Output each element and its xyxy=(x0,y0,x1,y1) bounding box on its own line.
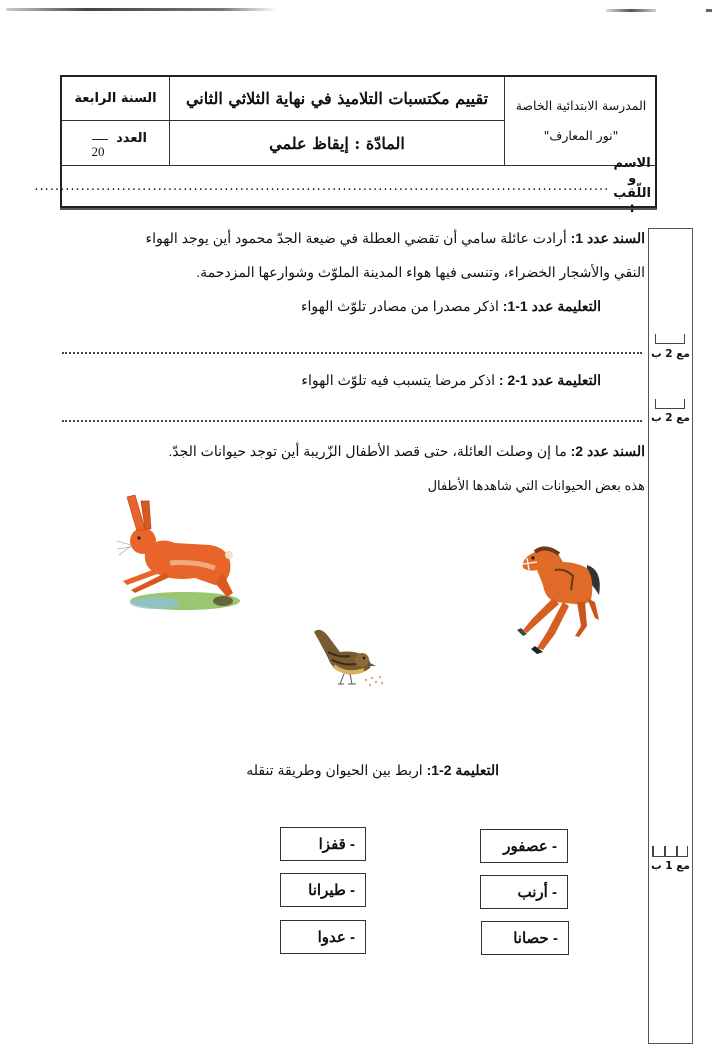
grade-mark: مع 1 ب xyxy=(651,860,690,872)
scan-edge-line xyxy=(606,9,656,12)
school-name xyxy=(505,77,657,165)
document-2-label: السند عدد 2: xyxy=(570,443,645,459)
grade-mark: مع 2 ب xyxy=(651,348,690,360)
answer-line-1-1[interactable] xyxy=(62,352,642,354)
scan-edge-line xyxy=(6,8,276,11)
header-table xyxy=(34,75,657,216)
subject-title: المادّة : إيقاظ علمي xyxy=(269,133,405,153)
instruction-1-2: التعليمة عدد 1-2 : اذكر مرضا يتسبب فيه تلوّث الهواء xyxy=(301,372,601,388)
document-1-line2: النقي والأشجار الخضراء، وتنسى فيها هواء المدينة الملوّث وشوارعها المزدحمة. xyxy=(196,264,645,280)
match-animal-sparrow[interactable]: - عصفور xyxy=(480,829,568,863)
name-blank[interactable]: ................................................................................................................ xyxy=(34,178,610,194)
score-label: العدد xyxy=(116,131,147,146)
score-cell xyxy=(62,121,169,165)
match-movement-running[interactable]: - عدوا xyxy=(280,920,366,954)
fraction-bar xyxy=(92,139,108,140)
answer-line-1-2[interactable] xyxy=(62,420,642,422)
student-name-field[interactable] xyxy=(34,156,657,216)
horse-illustration xyxy=(515,540,605,660)
grading-margin-column xyxy=(648,228,693,1044)
instruction-2-1: التعليمة 2-1: اربط بين الحيوان وطريقة تنقله xyxy=(246,762,499,778)
grade-box-bracket xyxy=(652,847,688,857)
document-1-line1: السند عدد 1: أرادت عائلة سامي أن تقضي العطلة في ضيعة الجدّ محمود أين يوجد الهواء xyxy=(145,230,645,246)
score-fraction xyxy=(88,139,108,160)
document-1-label: السند عدد 1: xyxy=(570,230,645,246)
grade-box-bracket xyxy=(655,399,685,409)
instruction-1-1-label: التعليمة عدد 1-1: xyxy=(502,298,601,314)
grade-level: السنة الرابعة xyxy=(74,91,157,106)
instruction-2-1-label: التعليمة 2-1: xyxy=(426,762,499,778)
sparrow-illustration xyxy=(310,622,390,692)
match-animal-rabbit[interactable]: - أرنب xyxy=(480,875,568,909)
match-movement-flying[interactable]: - طيرانا xyxy=(280,873,366,907)
match-movement-jumping[interactable]: - قفزا xyxy=(280,827,366,861)
grade-box-bracket xyxy=(655,334,685,344)
instruction-1-1: التعليمة عدد 1-1: اذكر مصدرا من مصادر تلوّث الهواء xyxy=(300,298,601,314)
instruction-1-2-label: التعليمة عدد 1-2 : xyxy=(498,372,601,388)
document-2-line1: السند عدد 2: ما إن وصلت العائلة، حتى قصد الأطفال الزّريبة أين توجد حيوانات الجدّ. xyxy=(168,443,645,459)
name-label: الاسم و اللّقب : xyxy=(613,156,651,216)
scan-edge-line xyxy=(706,9,712,12)
school-name-line1: المدرسة الابتدائية الخاصة xyxy=(515,98,647,113)
rabbit-illustration xyxy=(115,493,245,613)
document-2-line2: هذه بعض الحيوانات التي شاهدها الأطفال xyxy=(427,478,645,493)
grade-mark: مع 2 ب xyxy=(651,412,690,424)
score-total: 20 xyxy=(91,144,105,159)
school-name-line2: "نور المعارف" xyxy=(543,128,619,143)
match-animal-horse[interactable]: - حصانا xyxy=(481,921,569,955)
exam-title: تقييم مكتسبات التلاميذ في نهاية الثلاثي الثاني xyxy=(185,89,489,108)
